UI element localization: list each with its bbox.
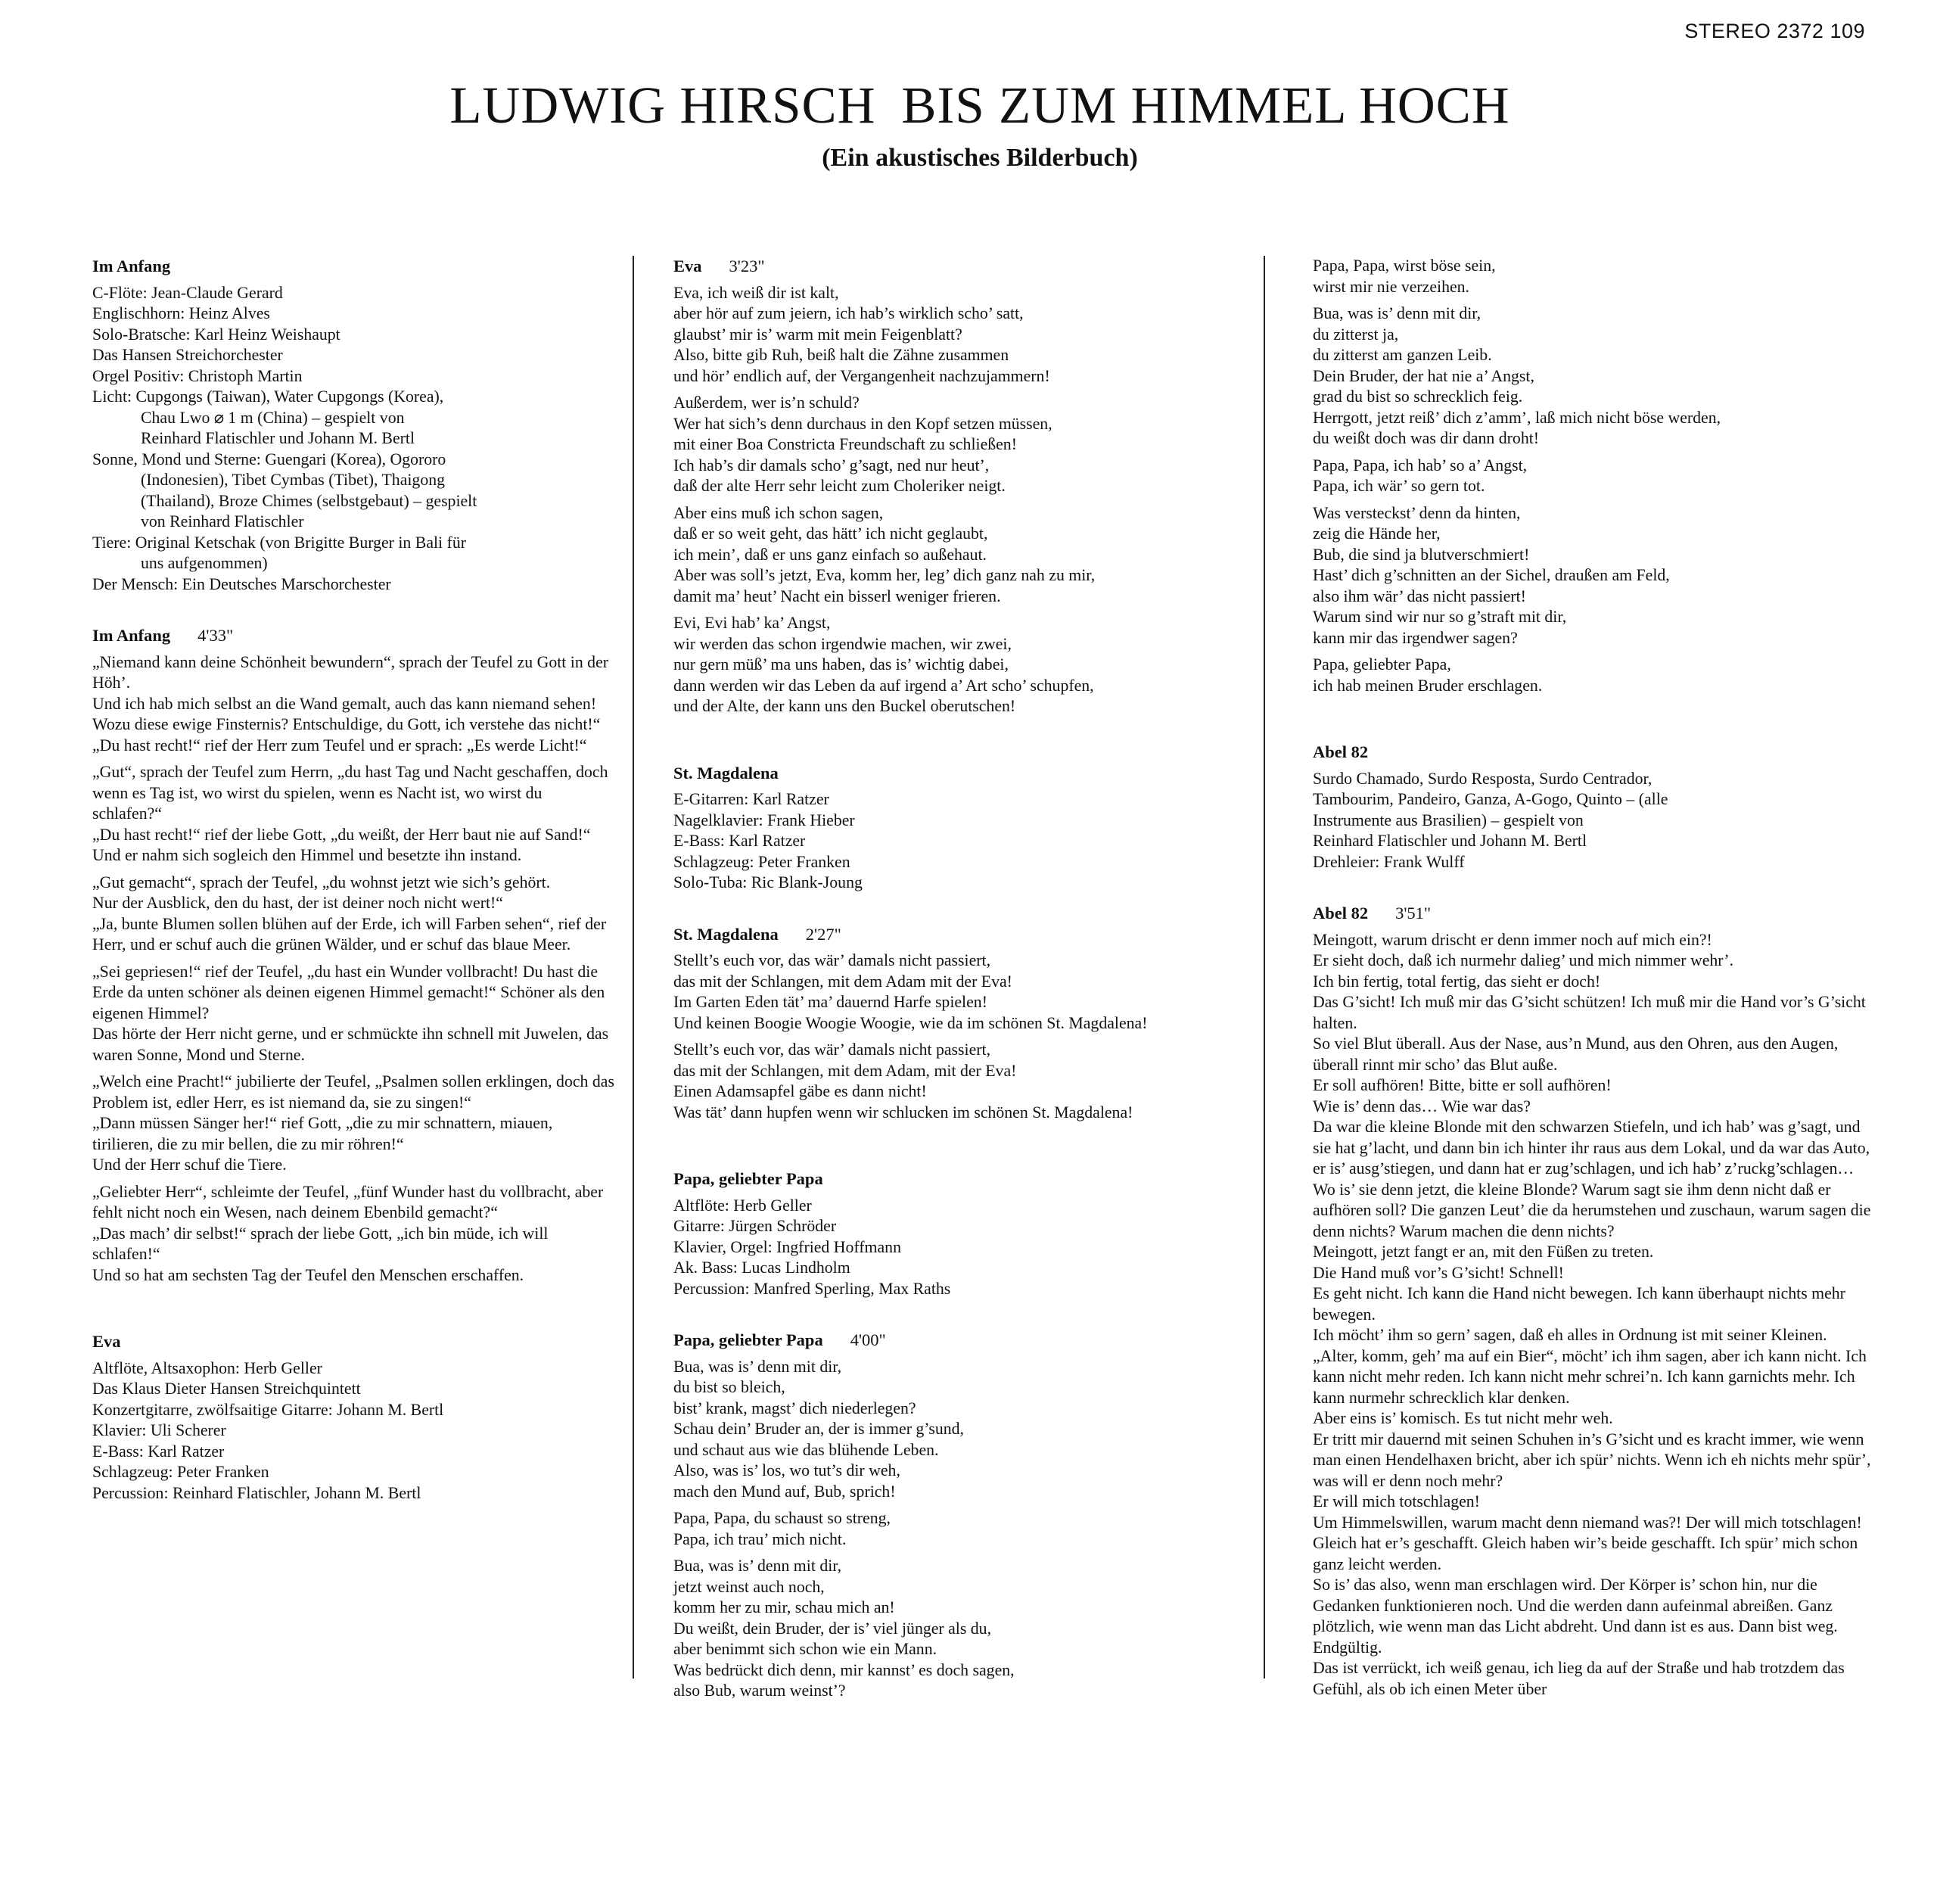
credit-line: Altflöte: Herb Geller <box>673 1196 812 1215</box>
lyrics-stanza: Außerdem, wer is’n schuld? Wer hat sich’s denn durchaus in den Kopf setzen müssen, mit einer Boa Constricta Freundschaft zu schließen! Ich hab’s dir damals scho’ g’sagt, ned nur heut’, daß der alte Herr sehr leicht zum Choleriker neigt. <box>673 394 1052 495</box>
lyrics-stanza: Bua, was is’ denn mit dir, du bist so bleich, bist’ krank, magst’ dich niederlegen? Schau dein’ Bruder an, der is immer g’sund, und schaut aus wie das blühende Leben. Also, was is’ los, wo tut’s dir weh, mach den Mund auf, Bub, sprich! <box>673 1357 964 1501</box>
credit-line: E-Gitarren: Karl Ratzer <box>673 790 829 808</box>
lyrics-eva <box>673 256 1264 717</box>
column-divider <box>633 256 634 1678</box>
song-duration: 4'00" <box>850 1330 886 1349</box>
lyrics-list <box>673 1357 1264 1702</box>
lyrics-list <box>1313 256 1873 696</box>
song-title: Abel 82 <box>1313 904 1369 922</box>
lyrics-im-anfang <box>92 625 614 1286</box>
lyrics-stanza: Meingott, warum drischt er denn immer noch auf mich ein?! Er sieht doch, daß ich nurmehr dalieg’ und mich nimmer wehr’. Ich bin fertig, total fertig, das sieht er doch! Das G’sicht! Ich muß mir das G’sicht schützen! Ich muß mir die Hand vor’s G’sicht halten. So viel Blut überall. Aus der Nase, aus’n Mund, aus den Ohren, aus den Augen, überall rinnt mir scho’ das Blut auße. Er soll aufhören! Bitte, bitte er soll aufhören! Wie is’ denn das… Wie war das? Da war die kleine Blonde mit den schwarzen Stiefeln, und ich hab’ was g’sagt, und sie hat g’lacht, und dann bin ich hinter ihr raus aus dem Lokal, und da war das Auto, er is’ ausg’stiegen, und dann hat er zug’schlagen, und ich hab’ z’ruckg’schlagen… Wo is’ sie denn jetzt, die kleine Blonde? Warum sagt sie ihm denn nicht daß er aufhören soll? Die ganzen Leut’ die da herumstehen und zuschaun, warum sagen die denn nichts? Warum machen die denn nichts? Meingott, jetzt fangt er an, mit den Füßen zu treten. Die Hand muß vor’s G’sicht! Schnell! Es geht nicht. Ich kann die Hand nicht bewegen. Ich kann überhaupt nichts mehr bewegen. Ich möcht’ ihm so gern’ sagen, daß eh alles in Ordnung ist mit seiner Kleinen. „Alter, komm, geh’ ma auf ein Bier“, möcht’ ich ihm sagen, aber ich kann nicht. Ich kann nicht mehr reden. Ich kann nicht mehr schrei’n. Ich kann garnichts mehr. Ich kann nurmehr schrecklich klar denken. Aber eins is’ komisch. Es tut nicht mehr weh. Er tritt mir dauernd mit seinen Schuhen in’s G’sicht und es kracht immer, wie wenn man einen Hendelhaxen bricht, aber ich spür’ nichts. Wenn ich eh nichts mehr spür’, was will er denn noch mehr? Er will mich totschlagen! Um Himmelswillen, warum macht denn niemand was?! Der will mich totschlagen! Gleich hat er’s geschafft. Gleich haben wir’s beide geschafft. Ich spür’ mich schon ganz leicht werden. So is’ das also, wenn man erschlagen wird. Der Körper is’ schon hin, nur die Gedanken funktionieren noch. Und die werden dann aufeinmal abreißen. Ganz plötzlich, wie wenn man das Licht abdreht. Und dann ist es aus. Dann bist weg. Endgültig. Das ist verrückt, ich weiß genau, ich lieg da auf der Straße und hab trotzdem das Gefühl, als ob ich einen Meter über <box>1313 930 1871 1698</box>
credits-list <box>92 283 614 596</box>
song-heading <box>673 924 1264 945</box>
credits-list <box>92 1358 614 1504</box>
song-duration: 3'23" <box>729 257 765 275</box>
credits-st-magdalena <box>673 763 1264 894</box>
lyrics-list <box>92 652 614 1286</box>
section-heading: Papa, geliebter Papa <box>673 1169 823 1188</box>
lyrics-stanza: Papa, Papa, wirst böse sein, wirst mir nie verzeihen. <box>1313 257 1496 296</box>
column-1 <box>92 256 614 1534</box>
lyrics-papa <box>673 1330 1264 1702</box>
credit-line: Surdo Chamado, Surdo Resposta, Surdo Centrador, <box>1313 769 1653 788</box>
credit-line: Percussion: Reinhard Flatischler, Johann M. Bertl <box>92 1483 421 1502</box>
credit-line: Englischhorn: Heinz Alves <box>92 304 270 322</box>
credit-line: Tambourim, Pandeiro, Ganza, A-Gogo, Quinto – (alle <box>1313 790 1668 808</box>
lyrics-st-magdalena <box>673 924 1264 1124</box>
section-heading: St. Magdalena <box>673 763 779 782</box>
credit-line: Chau Lwo ⌀ 1 m (China) – gespielt von <box>141 408 405 427</box>
lyrics-stanza: Bua, was is’ denn mit dir, du zitterst ja, du zitterst am ganzen Leib. Dein Bruder, der hat nie a’ Angst, grad du bist so schrecklich feig. Herrgott, jetzt reiß’ dich z’amm’, laß mich nicht böse werden, du weißt doch was dir dann droht! <box>1313 304 1721 447</box>
credit-line: Reinhard Flatischler und Johann M. Bertl <box>141 429 415 447</box>
lyrics-stanza: „Gut“, sprach der Teufel zum Herrn, „du hast Tag und Nacht geschaffen, doch wenn es Tag ist, wo wirst du spielen, wenn es Nacht ist, wo wirst du schlafen?“ „Du hast recht!“ rief der liebe Gott, „du weißt, der Herr baut nie auf Sand!“ Und er nahm sich sogleich den Himmel und besetzte ihn instand. <box>92 763 608 864</box>
lyrics-papa-continued <box>1313 256 1873 696</box>
lyrics-stanza: „Sei gepriesen!“ rief der Teufel, „du hast ein Wunder vollbracht! Du hast die Erde da unten schöner als deinen eigenen Himmel gemacht!“ Schöner als den eigenen Himmel? Das hörte der Herr nicht gerne, und er schmückte ihn schnell mit Juwelen, das waren Sonne, Mond und Sterne. <box>92 962 609 1064</box>
credits-eva <box>92 1331 614 1504</box>
credit-line: Klavier, Orgel: Ingfried Hoffmann <box>673 1237 901 1256</box>
lyrics-stanza: Papa, Papa, ich hab’ so a’ Angst, Papa, ich wär’ so gern tot. <box>1313 456 1528 495</box>
lyrics-stanza: Stellt’s euch vor, das wär’ damals nicht passiert, das mit der Schlangen, mit dem Adam, mit der Eva! Einen Adamsapfel gäbe es dann nicht! Was tät’ dann hupfen wenn wir schlucken im schönen St. Magdalena! <box>673 1041 1133 1122</box>
lyrics-stanza: Bua, was is’ denn mit dir, jetzt weinst auch noch, komm her zu mir, schau mich an! Du weißt, dein Bruder, der is’ viel jünger als du, aber benimmt sich schon wie ein Mann. Was bedrückt dich denn, mir kannst’ es doch sagen, also Bub, warum weinst’? <box>673 1557 1015 1700</box>
lyrics-stanza: Papa, geliebter Papa, ich hab meinen Bruder erschlagen. <box>1313 655 1543 695</box>
credit-line: Gitarre: Jürgen Schröder <box>673 1217 837 1235</box>
song-title: Papa, geliebter Papa <box>673 1330 823 1349</box>
credit-line: Solo-Tuba: Ric Blank-Joung <box>673 873 863 891</box>
credit-line: Der Mensch: Ein Deutsches Marschorchester <box>92 574 391 593</box>
credit-line: Licht: Cupgongs (Taiwan), Water Cupgongs (Korea), <box>92 387 444 406</box>
song-heading <box>92 625 614 646</box>
lyrics-stanza: „Gut gemacht“, sprach der Teufel, „du wohnst jetzt wie sich’s gehört. Nur der Ausblick, den du hast, der ist deiner noch nicht wert!“ „Ja, bunte Blumen sollen blühen auf der Erde, ich will Farben sehen“, rief der Herr, und er schuf auch die grünen Wälder, und er schuf das blaue Meer. <box>92 873 607 954</box>
album-subtitle: (Ein akustisches Bilderbuch) <box>822 144 1138 172</box>
lyrics-list <box>673 283 1264 717</box>
album-title <box>0 76 1937 135</box>
credit-line: Tiere: Original Ketschak (von Brigitte Burger in Bali für <box>92 533 466 552</box>
credit-line: Sonne, Mond und Sterne: Guengari (Korea), Ogororo <box>92 450 446 468</box>
lyrics-stanza: Eva, ich weiß dir ist kalt, aber hör auf zum jeiern, ich hab’s wirklich scho’ satt, glaubst’ mir is’ warm mit mein Feigenblatt? Also, bitte gib Ruh, beiß halt die Zähne zusammen und hör’ endlich auf, der Vergangenheit nachzujammern! <box>673 283 1050 385</box>
credit-line: Klavier: Uli Scherer <box>92 1421 226 1439</box>
credit-line: C-Flöte: Jean-Claude Gerard <box>92 283 283 302</box>
credit-line: Orgel Positiv: Christoph Martin <box>92 366 303 385</box>
song-heading <box>1313 903 1873 924</box>
artist-name: LUDWIG HIRSCH <box>449 76 876 134</box>
song-heading <box>673 256 1264 277</box>
song-duration: 4'33" <box>197 626 234 645</box>
song-title: Im Anfang <box>92 626 171 645</box>
credit-line: (Thailand), Broze Chimes (selbstgebaut) – gespielt <box>141 491 477 510</box>
column-3 <box>1313 256 1873 1730</box>
lyrics-stanza: Was versteckst’ denn da hinten, zeig die Hände her, Bub, die sind ja blutverschmiert! Hast’ dich g’schnitten an der Sichel, draußen am Feld, also ihm wär’ das nicht passiert! Warum sind wir nur so g’straft mit dir, kann mir das irgendwer sagen? <box>1313 503 1670 647</box>
credit-line: Drehleier: Frank Wulff <box>1313 852 1465 871</box>
credit-line: Das Klaus Dieter Hansen Streichquintett <box>92 1380 361 1398</box>
lyrics-stanza: „Welch eine Pracht!“ jubilierte der Teufel, „Psalmen sollen erklingen, doch das Problem ist, edler Herr, es ist niemand da, sie zu singen!“ „Dann müssen Sänger her!“ rief Gott, „die zu mir schnattern, miauen, tirilieren, die zu mir bellen, die zu mir röhren!“ Und der Herr schuf die Tiere. <box>92 1072 614 1174</box>
credit-line: Das Hansen Streichorchester <box>92 346 283 364</box>
song-title: St. Magdalena <box>673 924 779 944</box>
column-2 <box>673 256 1264 1732</box>
credit-line: uns aufgenommen) <box>141 554 268 572</box>
lyrics-list <box>1313 930 1873 1700</box>
credits-list <box>673 1196 1264 1300</box>
credit-line: Solo-Bratsche: Karl Heinz Weishaupt <box>92 325 340 344</box>
credit-line: von Reinhard Flatischler <box>141 512 304 530</box>
credit-line: (Indonesien), Tibet Cymbas (Tibet), Thaigong <box>141 471 446 489</box>
credits-im-anfang <box>92 256 614 595</box>
section-heading: Abel 82 <box>1313 742 1369 761</box>
song-duration: 3'51" <box>1395 904 1432 922</box>
lyrics-stanza: „Niemand kann deine Schönheit bewundern“, sprach der Teufel zu Gott in der Höh’. Und ich hab mich selbst an die Wand gemalt, auch das kann niemand sehen! Wozu diese ewige Finsternis? Entschuldige, du Gott, ich verstehe das nicht!“ „Du hast recht!“ rief der Herr zum Teufel und er sprach: „Es werde Licht!“ <box>92 652 609 754</box>
credits-list <box>673 789 1264 894</box>
lyrics-stanza: Stellt’s euch vor, das wär’ damals nicht passiert, das mit der Schlangen, mit dem Adam mit der Eva! Im Garten Eden tät’ ma’ dauernd Harfe spielen! Und keinen Boogie Woogie Woogie, wie da im schönen St. Magdalena! <box>673 951 1148 1032</box>
credit-line: E-Bass: Karl Ratzer <box>92 1442 225 1461</box>
song-heading <box>673 1330 1264 1351</box>
credit-line: Altflöte, Altsaxophon: Herb Geller <box>92 1358 322 1377</box>
credits-abel-82 <box>1313 742 1873 873</box>
section-heading: Eva <box>92 1332 121 1351</box>
lyrics-stanza: Aber eins muß ich schon sagen, daß er so weit geht, das hätt’ ich nicht geglaubt, ich mein’, daß er uns ganz einfach so außehaut. Aber was soll’s jetzt, Eva, komm her, leg’ dich ganz nah zu mir, damit ma’ heut’ Nacht ein bisserl weniger frieren. <box>673 503 1096 605</box>
credit-line: Ak. Bass: Lucas Lindholm <box>673 1258 850 1277</box>
catalog-number: STEREO 2372 109 <box>1684 20 1865 42</box>
lyrics-stanza: Evi, Evi hab’ ka’ Angst, wir werden das schon irgendwie machen, wir zwei, nur gern müß’ ma uns haben, das is’ wichtig dabei, dann werden wir das Leben da auf irgend a’ Art scho’ schupfen, und der Alte, der kann uns den Buckel oberutschen! <box>673 614 1094 715</box>
credit-line: Nagelklavier: Frank Hieber <box>673 810 855 829</box>
credit-line: Schlagzeug: Peter Franken <box>92 1463 269 1481</box>
album-name: BIS ZUM HIMMEL HOCH <box>901 76 1510 134</box>
credits-papa <box>673 1168 1264 1299</box>
column-divider <box>1264 256 1265 1678</box>
song-duration: 2'27" <box>805 924 841 944</box>
credit-line: E-Bass: Karl Ratzer <box>673 832 806 850</box>
credit-line: Schlagzeug: Peter Franken <box>673 852 850 871</box>
credit-line: Konzertgitarre, zwölfsaitige Gitarre: Johann M. Bertl <box>92 1400 444 1419</box>
section-heading: Im Anfang <box>92 257 171 275</box>
credit-line: Percussion: Manfred Sperling, Max Raths <box>673 1279 951 1298</box>
lyrics-list <box>673 950 1264 1123</box>
lyrics-stanza: „Geliebter Herr“, schleimte der Teufel, „fünf Wunder hast du vollbracht, aber fehlt nicht noch ein Wesen, nach deinem Ebenbild gemacht?“ „Das mach’ dir selbst!“ sprach der liebe Gott, „ich bin müde, ich will schlafen!“ Und so hat am sechsten Tag der Teufel den Menschen erschaffen. <box>92 1182 604 1284</box>
lyrics-abel-82 <box>1313 903 1873 1700</box>
credit-line: Instrumente aus Brasilien) – gespielt von <box>1313 810 1584 829</box>
song-title: Eva <box>673 257 702 275</box>
credits-list <box>1313 769 1873 873</box>
credit-line: Reinhard Flatischler und Johann M. Bertl <box>1313 832 1587 850</box>
lyrics-stanza: Papa, Papa, du schaust so streng, Papa, ich trau’ mich nicht. <box>673 1509 891 1548</box>
